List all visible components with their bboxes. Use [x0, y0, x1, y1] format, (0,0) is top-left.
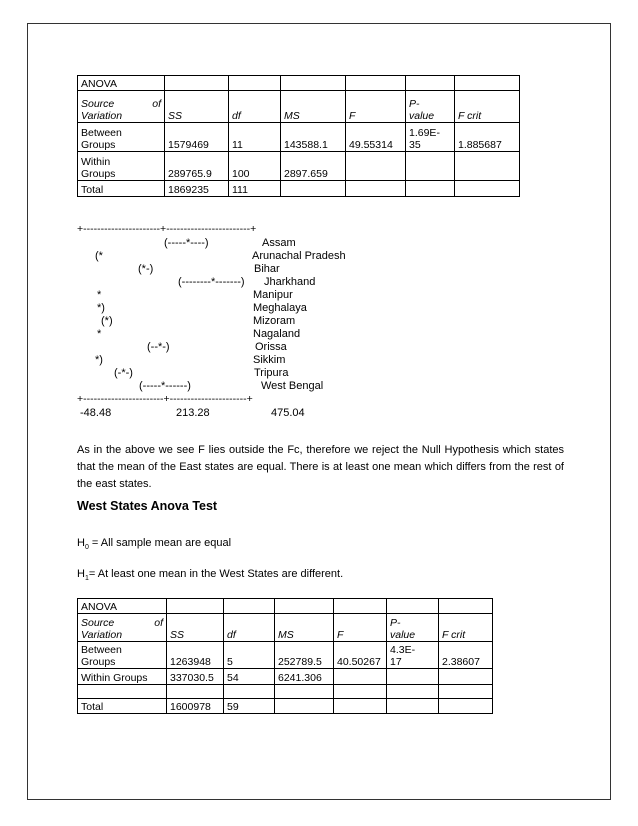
row-label: Between Groups [78, 642, 167, 669]
ci-bottom-axis: +-----------------------+----------------------+ [77, 393, 253, 405]
table-title-row [78, 599, 493, 614]
east-anova-table [77, 75, 520, 197]
cell-ms: 143588.1 [281, 123, 346, 152]
header-source: Source of Variation [78, 91, 165, 123]
cell-df: 111 [229, 181, 281, 197]
ci-label: West Bengal [261, 380, 324, 392]
cell-df: 5 [224, 642, 275, 669]
cell-ss: 1869235 [165, 181, 229, 197]
table-title: ANOVA [78, 599, 167, 614]
cell-ss: 1579469 [165, 123, 229, 152]
table-header-row [78, 91, 520, 123]
conclusion-paragraph: As in the above we see F lies outside the Fc, therefore we reject the Null Hypothesis which states that the mean of the East states are equal. There is at least one mean which differs from the rest of the east states. [77, 444, 564, 490]
cell-df: 54 [224, 669, 275, 685]
alternative-hypothesis: $H_1= At$ least one mean in the West States are different. [77, 568, 344, 583]
cell-ss: 1263948 [167, 642, 224, 669]
cell-ms: 2897.659 [281, 152, 346, 181]
cell-ss: 289765.9 [165, 152, 229, 181]
ci-mark: * [97, 328, 102, 340]
ci-tick-label: 213.28 [176, 407, 210, 419]
header-ss: SS [165, 91, 229, 123]
ci-tick-label: 475.04 [271, 407, 305, 419]
ci-label: Meghalaya [253, 302, 307, 314]
table-row-within [78, 152, 520, 181]
table-row-between [78, 123, 520, 152]
row-label: Total [78, 699, 167, 714]
table-title-row [78, 76, 520, 91]
table-title: ANOVA [78, 76, 165, 91]
west-anova-table [77, 598, 493, 714]
ci-tick-label: -48.48 [80, 407, 112, 419]
row-label: Total [78, 181, 165, 197]
header-f: F [334, 614, 387, 642]
header-ms: MS [275, 614, 334, 642]
table-row-empty [78, 685, 493, 699]
row-label: Within Groups [78, 669, 167, 685]
cell-df: 59 [224, 699, 275, 714]
cell-fcrit: 2.38607 [439, 642, 493, 669]
cell-f: 49.55314 [346, 123, 406, 152]
ci-label: Arunachal Pradesh [252, 250, 346, 262]
cell-ss: 337030.5 [167, 669, 224, 685]
ci-mark: (--*-) [147, 341, 170, 353]
header-f: F [346, 91, 406, 123]
ci-label: Jharkhand [264, 276, 316, 288]
ci-mark: (*) [101, 315, 113, 327]
ci-mark: (--------*-------) [178, 276, 245, 288]
header-pvalue: P- value [406, 91, 455, 123]
cell-df: 100 [229, 152, 281, 181]
header-pvalue: P- value [387, 614, 439, 642]
cell-pvalue: 1.69E- 35 [406, 123, 455, 152]
ci-mark: (-----*------) [139, 380, 191, 392]
table-row-within [78, 669, 493, 685]
header-fcrit: F crit [455, 91, 520, 123]
ci-top-axis: +----------------------+------------------------+ [77, 223, 257, 235]
ci-mark: (-----*----) [164, 237, 209, 249]
ci-label: Mizoram [253, 315, 296, 327]
header-ss: SS [167, 614, 224, 642]
table-row-between [78, 642, 493, 669]
null-hypothesis: $H_0$ = All sample mean are equal [77, 537, 232, 552]
cell-fcrit: 1.885687 [455, 123, 520, 152]
ci-label: Nagaland [253, 328, 301, 340]
section-heading: West States Anova Test [77, 499, 218, 513]
ci-mark: *) [95, 354, 103, 366]
ci-label: Orissa [255, 341, 287, 353]
cell-f: 40.50267 [334, 642, 387, 669]
cell-df: 11 [229, 123, 281, 152]
header-fcrit: F crit [439, 614, 493, 642]
header-source: Source of Variation [78, 614, 167, 642]
ci-label: Assam [262, 237, 296, 249]
ci-mark: * [97, 289, 102, 301]
ci-label: Manipur [253, 289, 293, 301]
ci-label: Tripura [254, 367, 289, 379]
ci-mark: (-*-) [114, 367, 133, 379]
cell-ss: 1600978 [167, 699, 224, 714]
table-row-total [78, 699, 493, 714]
cell-ms: 252789.5 [275, 642, 334, 669]
table-row-total [78, 181, 520, 197]
row-label: Between Groups [78, 123, 165, 152]
ci-mark: (*-) [138, 263, 154, 275]
header-df: df [224, 614, 275, 642]
cell-pvalue: 4.3E- 17 [387, 642, 439, 669]
row-label: Within Groups [78, 152, 165, 181]
ci-label: Sikkim [253, 354, 286, 366]
header-ms: MS [281, 91, 346, 123]
cell-ms: 6241.306 [275, 669, 334, 685]
ci-label: Bihar [254, 263, 280, 275]
table-header-row [78, 614, 493, 642]
ci-mark: *) [97, 302, 105, 314]
ci-mark: (* [95, 250, 103, 262]
header-df: df [229, 91, 281, 123]
